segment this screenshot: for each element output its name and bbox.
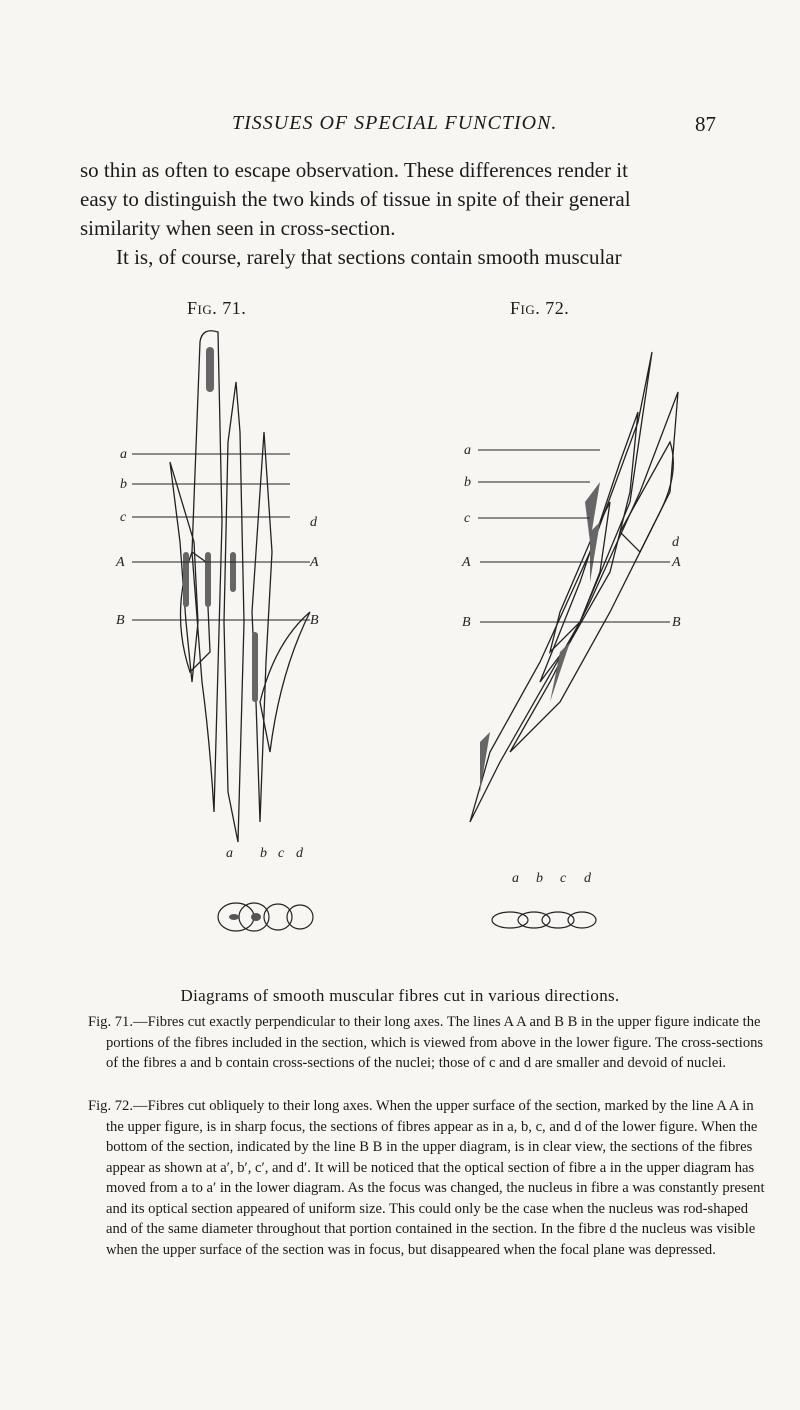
fig71-section-letter: c xyxy=(278,846,285,861)
fig72-left-letter: a xyxy=(464,443,471,458)
body-line: easy to distinguish the two kinds of tissue in spite of their general xyxy=(80,187,631,211)
caption-fig71: Fig. 71.—Fibres cut exactly perpendicular to their long axes. The lines A A and B B in the upper figure indicate the portions of the fibres included in the section, which is viewed from above in the lower figure. The cross-sections of the fibres a and b contain cross-sections of the nuclei; those of c and d are smaller and devoid of nuclei. xyxy=(88,1014,764,1071)
fig71-section-letter: a xyxy=(226,846,233,861)
fig71-section-letter: d xyxy=(296,846,303,861)
fibre-3 xyxy=(540,412,638,682)
nucleus-c xyxy=(205,552,211,607)
fig72-left-letter: b xyxy=(464,475,471,490)
fig72-left-letter: B xyxy=(462,615,471,630)
fibre-5 xyxy=(620,442,673,552)
fig71-left-letter: c xyxy=(120,510,127,525)
fig71-right-letter: A xyxy=(310,555,319,570)
fibre-c xyxy=(252,432,272,822)
fig72-left-letter: c xyxy=(464,511,471,526)
caption-title: Diagrams of smooth muscular fibres cut in various directions. xyxy=(180,986,620,1005)
fig72-right-letter: B xyxy=(672,615,681,630)
fig71-section-letter: b xyxy=(260,846,267,861)
fig72-top-letter: a xyxy=(512,871,519,886)
nucleus-e xyxy=(252,632,258,702)
caption-fig72: Fig. 72.—Fibres cut obliquely to their long axes. When the upper surface of the section, marked by the line A A in the upper figure, is in sharp focus, the sections of fibres appear as in a, b, c, and d of the lower figure. When the bottom of the section, indicated by the line B B in the upper diagram, is in clear view, the sections of the fibres appear as shown at a′, b′, c′, and d′. It will be noticed that the optical section of fibre a in the upper diagram has moved from a to a′ in the lower diagram. As the focus was changed, the nucleus in fibre a was constantly present and its optical section appeared of uniform size. This could only be the case when the nucleus was rod-shaped and of the same diameter throughout that portion contained in the section. In the fibre d the nucleus was visible when the upper surface of the section was in focus, but disappeared when the focal plane was depressed. xyxy=(88,1098,765,1258)
nucleus-a xyxy=(206,347,214,392)
fig72-right-letter: A xyxy=(672,555,681,570)
page-number: 87 xyxy=(695,112,716,136)
fig71-right-letter: d xyxy=(310,515,317,530)
section-d xyxy=(287,905,313,929)
fibre-2 xyxy=(510,392,678,752)
body-line: so thin as often to escape observation. These differences render it xyxy=(80,158,628,182)
fig71-left-letter: B xyxy=(116,613,125,628)
fig72-top-letter: d xyxy=(584,871,591,886)
body-paragraph xyxy=(80,156,742,272)
nucleus-b xyxy=(183,552,189,607)
fig71-right-letter: B xyxy=(310,613,319,628)
body-line: It is, of course, rarely that sections contain smooth muscular xyxy=(116,245,622,269)
page-header xyxy=(0,112,800,142)
fig71-label: Fig. 71. xyxy=(187,298,247,318)
running-title: TISSUES OF SPECIAL FUNCTION. xyxy=(232,112,558,134)
fibre-b xyxy=(224,382,244,842)
fig72-left-letter: A xyxy=(462,555,471,570)
fig72-top-letter: b xyxy=(536,871,543,886)
fig72-diagram xyxy=(440,322,700,922)
fig71-diagram xyxy=(110,322,350,942)
nucleus-d xyxy=(230,552,236,592)
fig72-right-letter: d xyxy=(672,535,679,550)
fibre-1 xyxy=(470,352,652,822)
section-c xyxy=(264,904,292,930)
fig71-left-letter: b xyxy=(120,477,127,492)
body-line: similarity when seen in cross-section. xyxy=(80,216,396,240)
fig72-label: Fig. 72. xyxy=(510,298,570,318)
fig72-top-letter: c xyxy=(560,871,567,886)
fig71-left-letter: A xyxy=(116,555,125,570)
fig71-left-letter: a xyxy=(120,447,127,462)
